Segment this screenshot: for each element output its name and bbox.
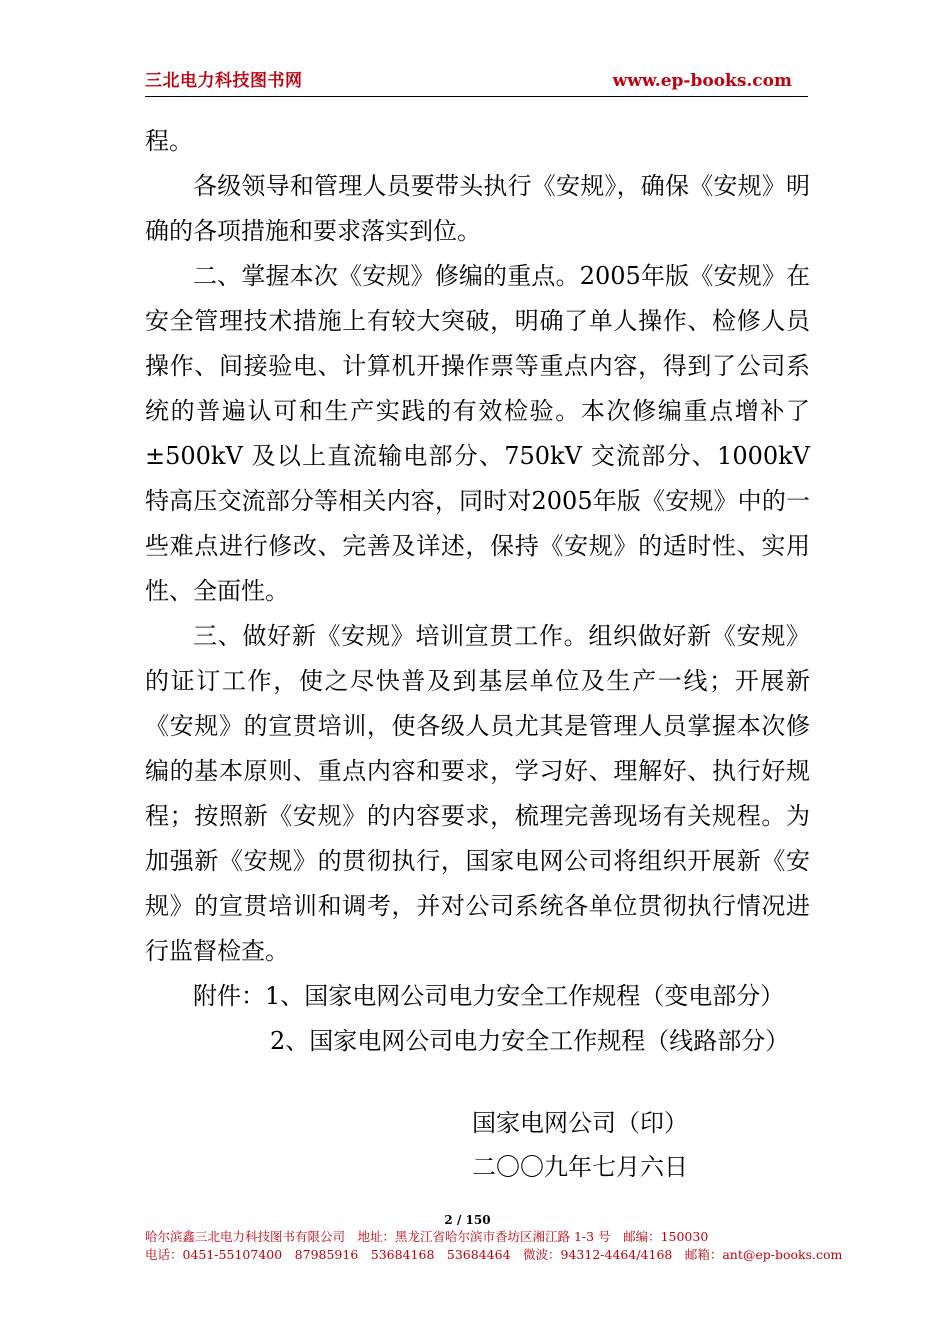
paragraph-section-two: 二、掌握本次《安规》修编的重点。2005年版《安规》在安全管理技术措施上有较大突破，明确了单人操作、检修人员操作、间接验电、计算机开操作票等重点内容，得到了公司系统的普遍认可和生产实践的有效检验。本次修编重点增补了±500kV 及以上直流输电部分、750kV 交流部分、1000kV特高压交流部分等相关内容，同时对2005年版《安规》中的一些难点进行修改、完善及详述，保持《安规》的适时性、实用性、全面性。 [145,262,810,605]
page-number: 2 / 150 [444,1213,491,1227]
page-footer [145,1212,843,1264]
document-body [145,119,810,1064]
paragraph-continuation: 程。 [145,127,193,155]
footer-address: 哈尔滨鑫三北电力科技图书有限公司 地址：黑龙江省哈尔滨市香坊区湘江路 1-3 号 邮编：150030 [145,1229,709,1244]
signature-date: 二〇〇九年七月六日 [472,1153,688,1181]
signature-organization: 国家电网公司（印） [472,1109,688,1137]
paragraph-section-three: 三、做好新《安规》培训宣贯工作。组织做好新《安规》的证订工作，使之尽快普及到基层单位及生产一线；开展新《安规》的宣贯培训，使各级人员尤其是管理人员掌握本次修编的基本原则、重点内容和要求，学习好、理解好、执行好规程；按照新《安规》的内容要求，梳理完善现场有关规程。为加强新《安规》的贯彻执行，国家电网公司将组织开展新《安规》的宣贯培训和调考，并对公司系统各单位贯彻执行情况进行监督检查。 [145,622,810,965]
page-header [145,70,808,97]
publisher-name: 三北电力科技图书网 [145,71,303,91]
publisher-website: www.ep-books.com [612,71,792,91]
footer-contact: 电话：0451-55107400 87985916 53684168 53684464 微波：94312-4464/4168 邮箱：ant@ep-books.com [145,1247,843,1262]
paragraph-leadership: 各级领导和管理人员要带头执行《安规》，确保《安规》明确的各项措施和要求落实到位。 [145,172,810,245]
attachment-item-2: 2、国家电网公司电力安全工作规程（线路部分） [270,1027,790,1055]
attachment-item-1: 附件：1、国家电网公司电力安全工作规程（变电部分） [193,982,785,1010]
